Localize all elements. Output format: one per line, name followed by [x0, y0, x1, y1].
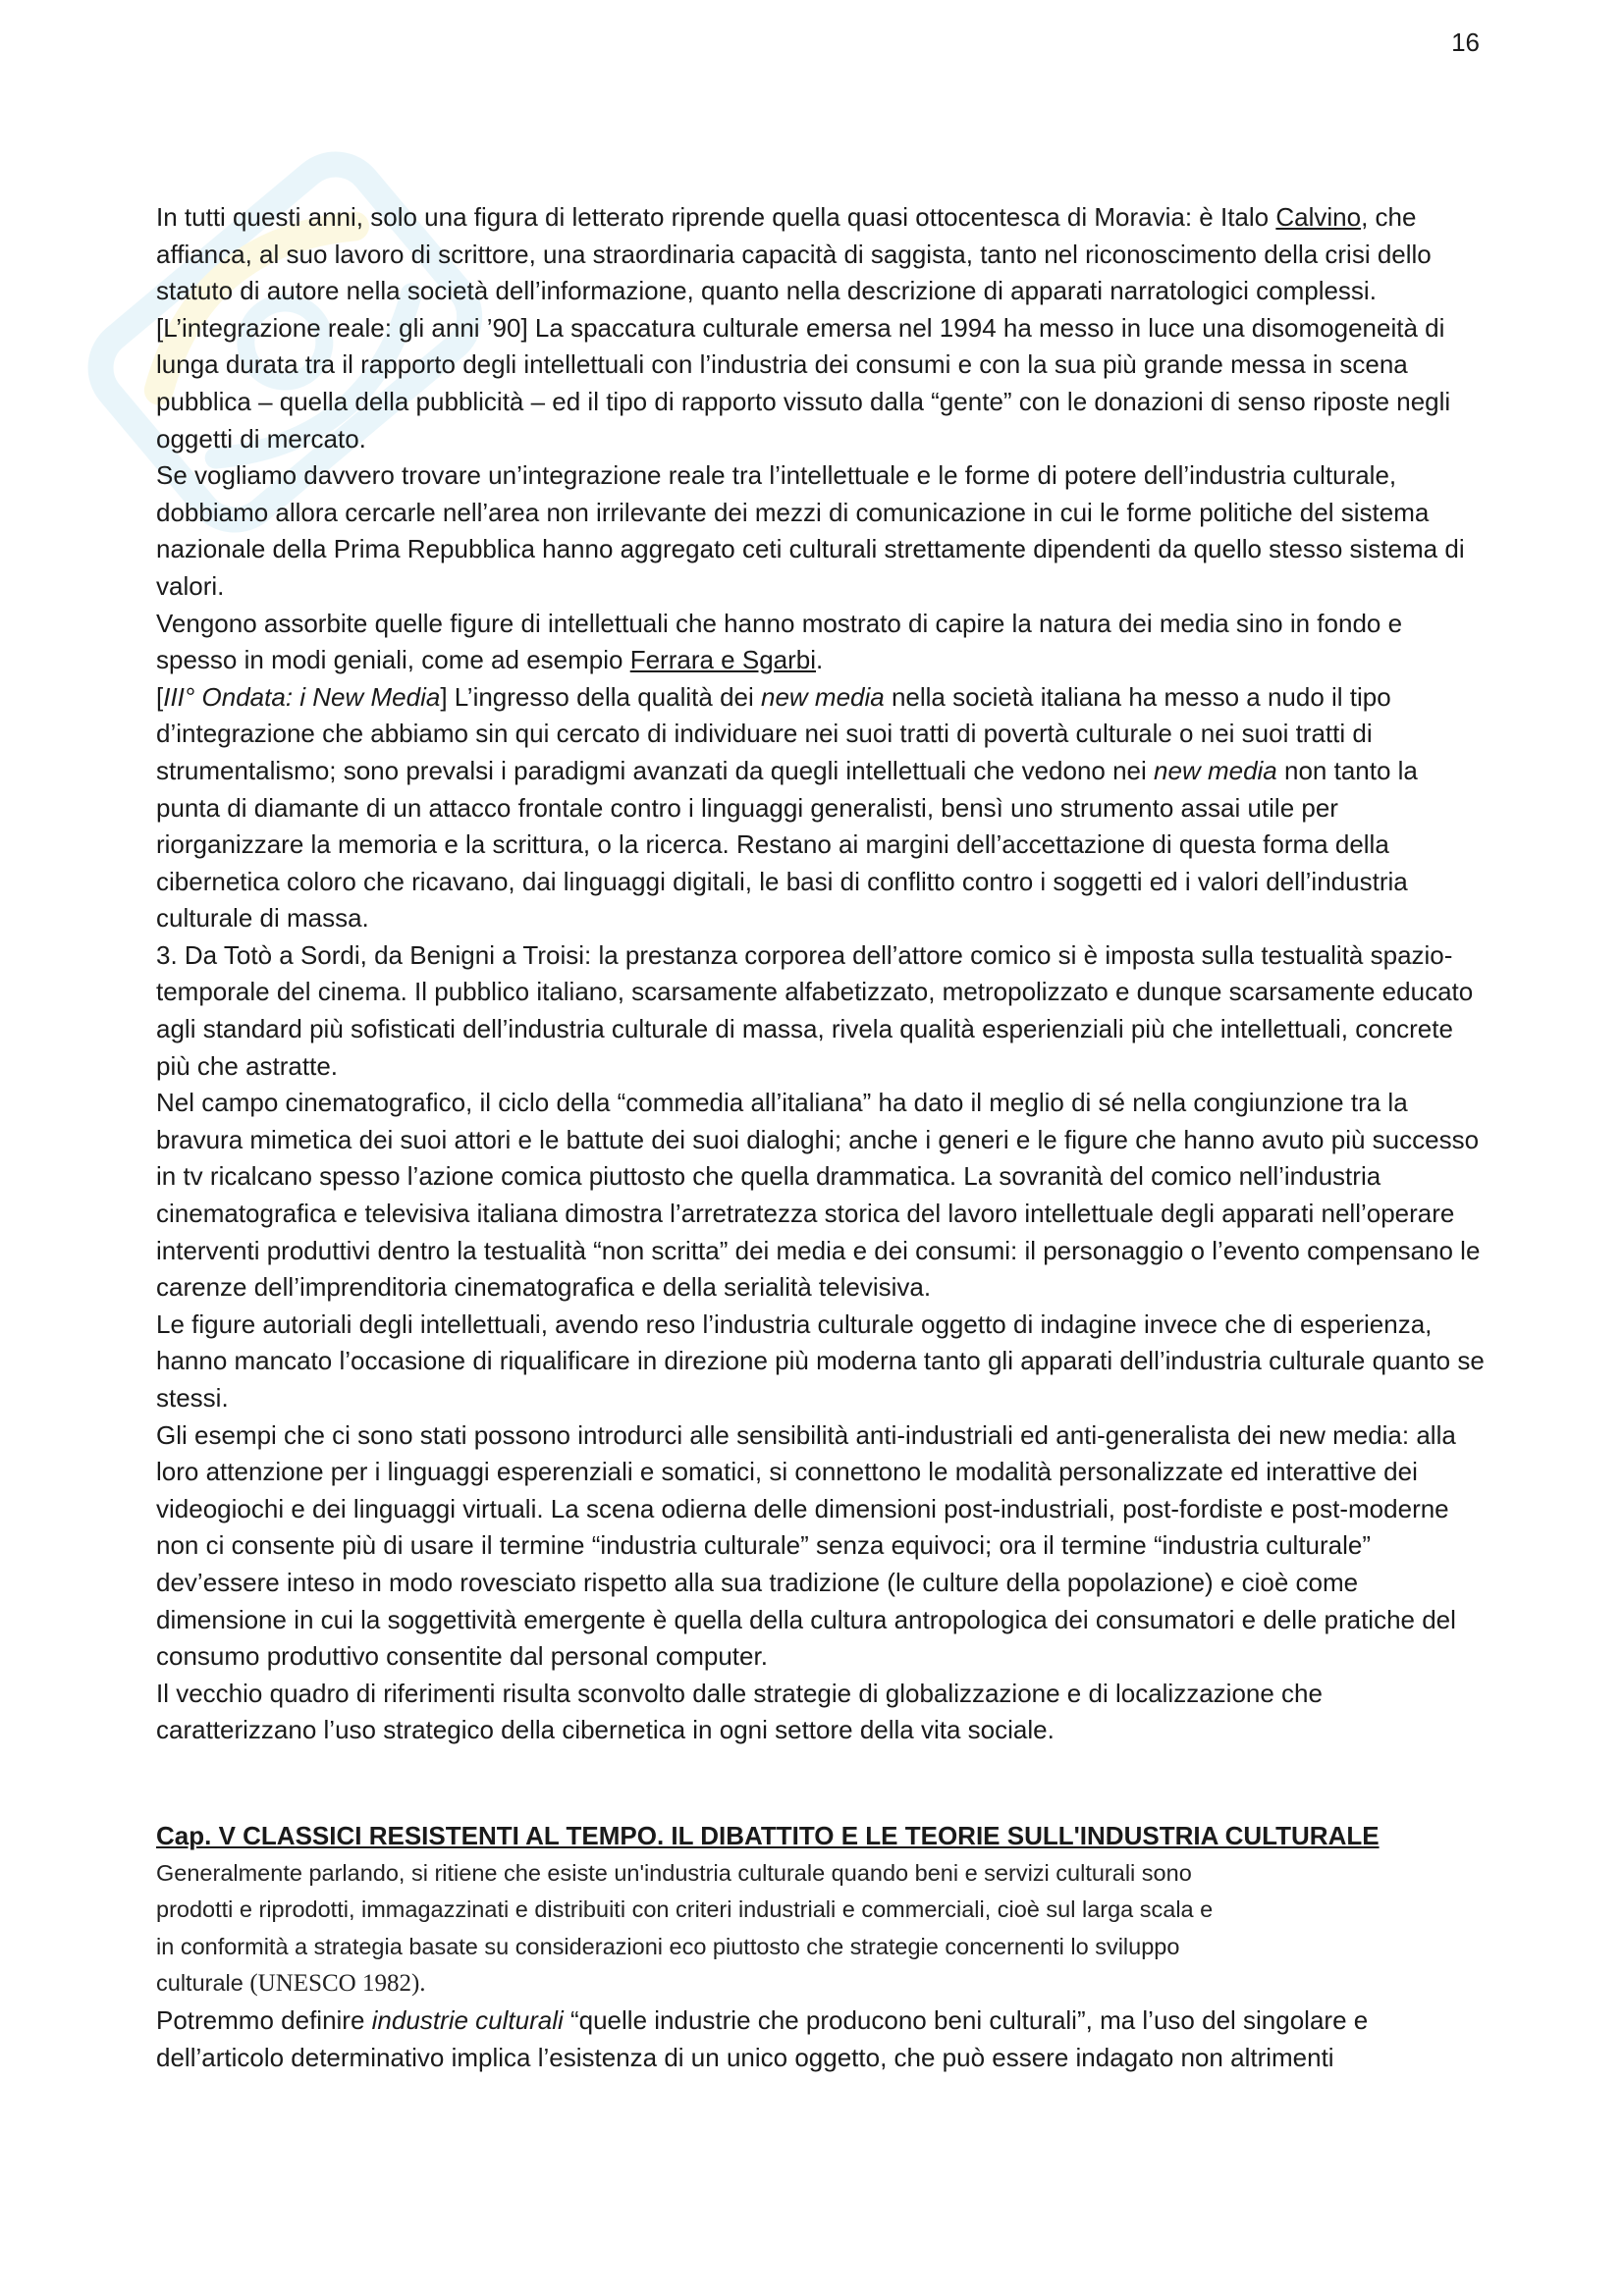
- paragraph-figure-intellettuali: Vengono assorbite quelle figure di intellettuali che hanno mostrato di capire la natura dei media sino in fondo e spesso in modi geniali, come ad esempio Ferrara e Sgarbi.: [156, 608, 1403, 675]
- heading-terza-ondata: III° Ondata: i New Media: [163, 681, 441, 712]
- unesco-definition: Generalmente parlando, si ritiene che esiste un'industria culturale quando beni e servizi culturali sono prodotti e riprodotti, immagazzinati e distribuiti con criteri industriali e commerciali, cioè sul larga scala e in conformità a strategia basate su considerazioni eco piuttosto che strategie concernenti lo sviluppo culturale (UNESCO 1982).: [156, 1859, 1214, 1998]
- paragraph-forme-di-potere: Se vogliamo davvero trovare un’integrazione reale tra l’intellettuale e le forme di potere dell’industria culturale, dobbiamo allora cercarle nell’area non irrilevante dei mezzi di comunicazione in cui le forme politiche del sistema nazionale della Prima Repubblica hanno aggregato ceti culturali strettamente dipendenti da quello stesso sistema di valori.: [156, 460, 1465, 601]
- paragraph-sensibilita-anti-industriali: Gli esempi che ci sono stati possono introdurci alle sensibilità anti-industriali ed anti-generalista dei new media: alla loro attenzione per i linguaggi esperenziali e somatici, si connettono le modalità personalizzate ed interattive dei videogiochi e dei linguaggi virtuali. La scena odierna delle dimensioni post-industriali, post-fordiste e post-moderne non ci consente più di usare il termine “industria culturale” senza equivoci; ora il termine “industria culturale” dev’essere inteso in modo rovesciato rispetto alla sua tradizione (le culture della popolazione) e cioè come dimensione in cui la soggettività emergente è quella della cultura antropologica dei consumatori e delle pratiche del consumo produttivo consentite dal personal computer.: [156, 1419, 1456, 1672]
- paragraph-new-media: [III° Ondata: i New Media] L’ingresso della qualità dei new media nella società italiana ha messo a nudo il tipo d’integrazione che abbiamo sin qui cercato di individuare nei suoi tratti di povertà culturale o nei suoi tratti di strumentalismo; sono prevalsi i paradigmi avanzati da quegli intellettuali che vedono nei new media non tanto la punta di diamante di un attacco frontale contro i linguaggi generalisti, bensì uno strumento assai utile per riorganizzare la memoria e la scrittura, o la ricerca. Restano ai margini dell’accettazione di questa forma della cibernetica coloro che ricavano, dai linguaggi digitali, le basi di conflitto contro i soggetti ed i valori dell’industria culturale di massa.: [156, 681, 1418, 934]
- paragraph-attore-comico: 3. Da Totò a Sordi, da Benigni a Troisi: la prestanza corporea dell’attore comico si è imposta sulla testualità spazio-temporale del cinema. Il pubblico italiano, scarsamente alfabetizzato, metropolizzato e dunque scarsamente educato agli standard più sofisticati dell’industria culturale di massa, rivela qualità esperienziali più che intellettuali, concrete più che astratte.: [156, 939, 1474, 1081]
- paragraph-industrie-culturali: Potremmo definire industrie culturali “quelle industrie che producono beni culturali”, ma l’uso del singolare e dell’articolo determinativo implica l’esistenza di un unico oggetto, che può essere indagato non altrimenti: [156, 2004, 1369, 2072]
- paragraph-figure-autoriali: Le figure autoriali degli intellettuali, avendo reso l’industria culturale oggetto di indagine invece che di esperienza, hanno mancato l’occasione di riqualificare in direzione più moderna tanto gli apparati dell’industria culturale quanto se stessi.: [156, 1308, 1485, 1413]
- link-calvino[interactable]: Calvino: [1275, 202, 1362, 232]
- document-body: [156, 199, 1488, 2076]
- page-number: 16: [1451, 27, 1480, 57]
- link-ferrara-sgarbi[interactable]: Ferrara e Sgarbi: [629, 645, 817, 675]
- paragraph-integrazione-reale: [L’integrazione reale: gli anni ’90] La spaccatura culturale emersa nel 1994 ha messo in luce una disomogeneità di lunga durata tra il rapporto degli intellettuali con l’industria dei consumi e con la sua più grande messa in scena pubblica – quella della pubblicità – ed il tipo di rapporto vissuto dalla “gente” con le donazioni di senso riposte negli oggetti di mercato.: [156, 312, 1451, 454]
- paragraph-calvino: In tutti questi anni, solo una figura di letterato riprende quella quasi ottocentesca di Moravia: è Italo Calvino, che affianca, al suo lavoro di scrittore, una straordinaria capacità di saggista, tanto nel riconoscimento della crisi dello statuto di autore nella società dell’informazione, quanto nella descrizione di apparati narratologici complessi.: [156, 202, 1432, 306]
- chapter-title: Cap. V CLASSICI RESISTENTI AL TEMPO. IL DIBATTITO E LE TEORIE SULL'INDUSTRIA CULTURALE: [156, 1820, 1380, 1850]
- unesco-citation: (UNESCO 1982).: [249, 1970, 426, 1998]
- paragraph-commedia-italiana: Nel campo cinematografico, il ciclo della “commedia all’italiana” ha dato il meglio di sé nella congiunzione tra la bravura mimetica dei suoi attori e le battute dei suoi dialoghi; anche i generi e le figure che hanno avuto più successo in tv ricalcano spesso l’azione comica piuttosto che quella drammatica. La sovranità del comico nell’industria cinematografica e televisiva italiana dimostra l’arretratezza storica del lavoro intellettuale degli apparati nell’operare interventi produttivi dentro la testualità “non scritta” dei media e dei consumi: il personaggio o l’evento compensano le carenze dell’imprenditoria cinematografica e della serialità televisiva.: [156, 1088, 1481, 1303]
- paragraph-quadro-riferimenti: Il vecchio quadro di riferimenti risulta sconvolto dalle strategie di globalizzazione e di localizzazione che caratterizzano l’uso strategico della cibernetica in ogni settore della vita sociale.: [156, 1678, 1323, 1745]
